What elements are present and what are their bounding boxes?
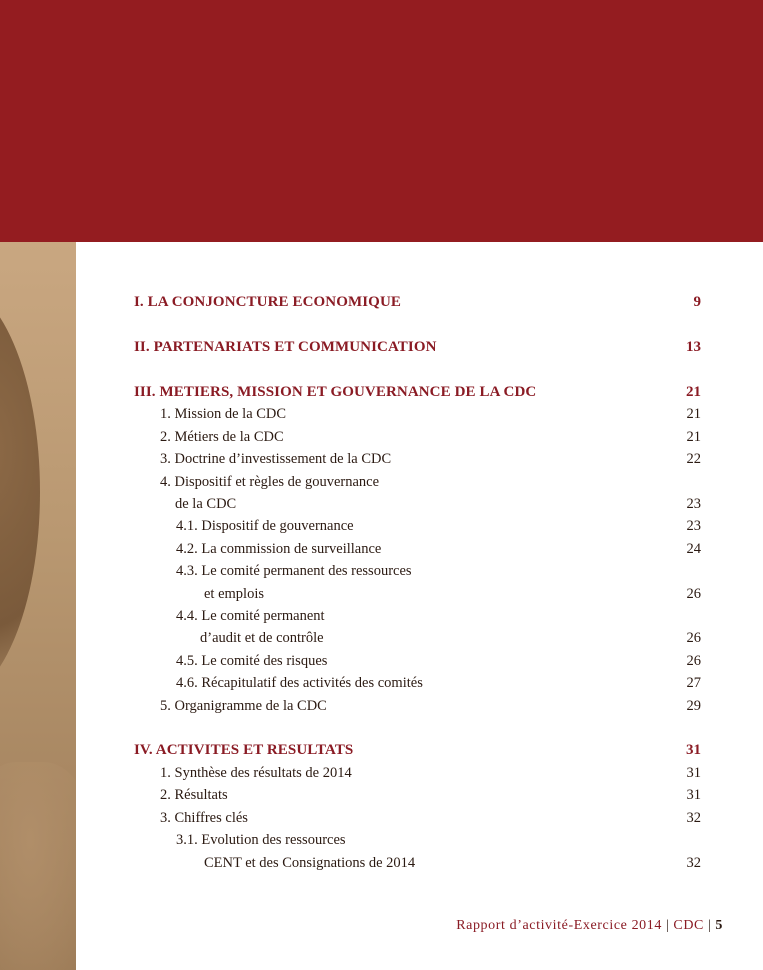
toc-section-4[interactable]: IV. ACTIVITES ET RESULTATS: [134, 742, 354, 758]
toc-page: 31: [686, 787, 701, 803]
toc-subentry[interactable]: 4.2. La commission de surveillance: [176, 541, 382, 557]
toc-page: 32: [686, 810, 701, 826]
toc-section-1[interactable]: I. LA CONJONCTURE ECONOMIQUE: [134, 294, 401, 310]
toc-page: 21: [686, 406, 701, 422]
toc-page: 31: [686, 765, 701, 781]
toc-page: 22: [686, 451, 701, 467]
toc-page: 21: [686, 429, 701, 445]
toc-page: 26: [686, 653, 701, 669]
toc-page: 9: [693, 294, 701, 310]
toc-entry[interactable]: 3. Doctrine d’investissement de la CDC: [160, 451, 392, 467]
toc-page: 13: [686, 339, 701, 355]
toc-page: 32: [686, 855, 701, 871]
toc-subentry-continuation[interactable]: CENT et des Consignations de 2014: [204, 855, 416, 871]
toc-page: 27: [686, 675, 701, 691]
toc-entry[interactable]: 1. Mission de la CDC: [160, 406, 287, 422]
toc-subentry[interactable]: 4.6. Récapitulatif des activités des comités: [176, 675, 423, 691]
toc-subentry[interactable]: 3.1. Evolution des ressources: [176, 832, 346, 848]
toc-page: 24: [686, 541, 701, 557]
toc-entry[interactable]: 3. Chiffres clés: [160, 810, 248, 826]
footer-separator: |: [707, 918, 712, 933]
toc-page: 23: [686, 496, 701, 512]
footer-separator: |: [665, 918, 670, 933]
toc-subentry-continuation[interactable]: d’audit et de contrôle: [200, 630, 324, 646]
toc-page: 31: [686, 742, 701, 758]
toc-entry[interactable]: 5. Organigramme de la CDC: [160, 698, 327, 714]
toc-page: 23: [686, 518, 701, 534]
toc-subentry[interactable]: 4.3. Le comité permanent des ressources: [176, 563, 412, 579]
toc-section-3[interactable]: III. METIERS, MISSION ET GOUVERNANCE DE LA CDC: [134, 384, 537, 400]
footer-brand: CDC: [673, 918, 704, 933]
toc-subentry-continuation[interactable]: et emplois: [204, 586, 265, 602]
footer-report-title: Rapport d’activité-Exercice 2014: [456, 918, 662, 933]
toc-entry-continuation[interactable]: de la CDC: [175, 496, 237, 512]
toc-subentry[interactable]: 4.1. Dispositif de gouvernance: [176, 518, 354, 534]
toc-entry[interactable]: 2. Résultats: [160, 787, 228, 803]
toc-section-2[interactable]: II. PARTENARIATS ET COMMUNICATION: [134, 339, 437, 355]
toc-entry[interactable]: 2. Métiers de la CDC: [160, 429, 284, 445]
toc-subentry[interactable]: 4.4. Le comité permanent: [176, 608, 325, 624]
toc-page: 26: [686, 586, 701, 602]
toc-subentry[interactable]: 4.5. Le comité des risques: [176, 653, 328, 669]
toc-page: 21: [686, 384, 701, 400]
page-footer: [456, 918, 723, 934]
page-number: 5: [715, 918, 723, 933]
toc-entry[interactable]: 4. Dispositif et règles de gouvernance: [160, 474, 380, 490]
toc-page: 26: [686, 630, 701, 646]
toc-page: 29: [686, 698, 701, 714]
toc-entry[interactable]: 1. Synthèse des résultats de 2014: [160, 765, 352, 781]
